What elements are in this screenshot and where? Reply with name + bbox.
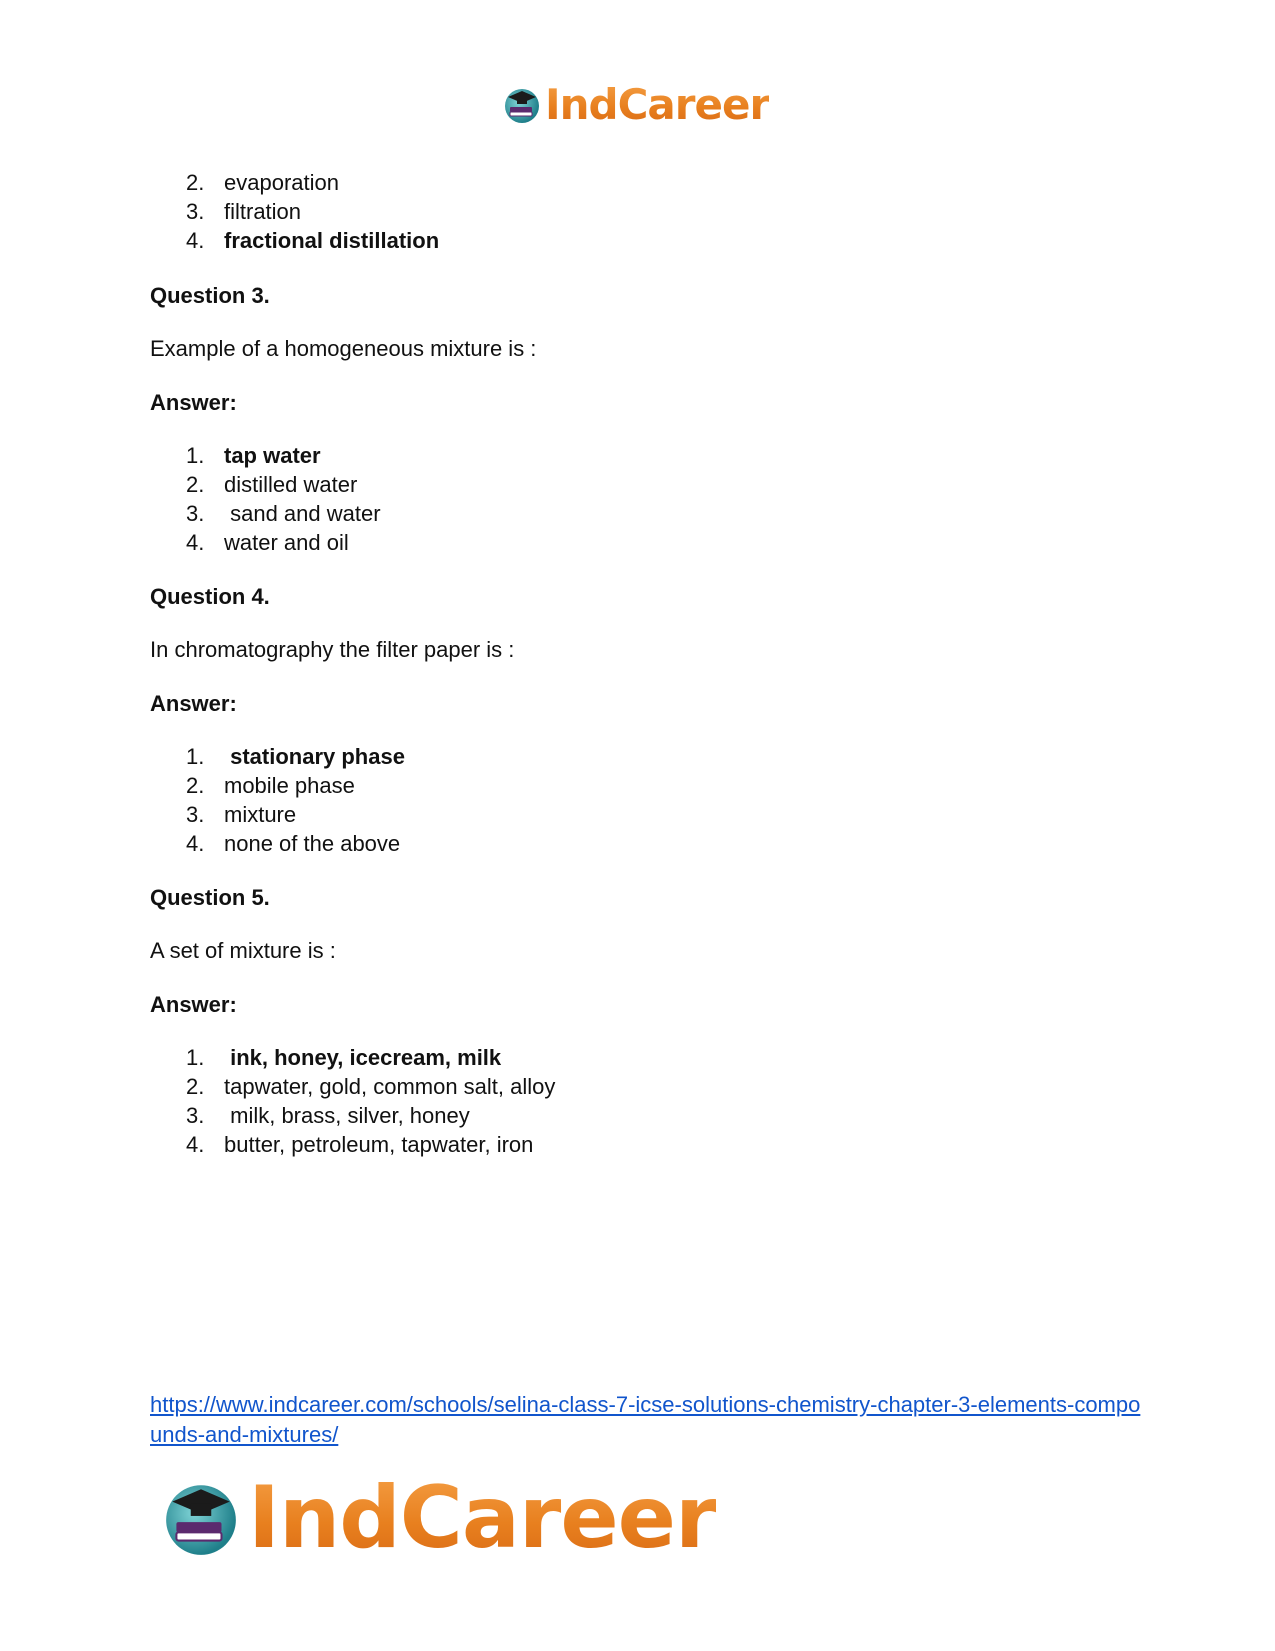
option-number: 3.	[186, 1103, 205, 1128]
question-heading: Question 5.	[150, 885, 270, 910]
answer-label: Answer:	[150, 390, 237, 415]
list-number: 2.	[186, 170, 205, 195]
list-text: evaporation	[224, 170, 339, 195]
option-number: 3.	[186, 802, 205, 827]
source-link[interactable]: https://www.indcareer.com/schools/selina-class-7-icse-solutions-chemistry-chapter-3-elements-compounds-and-mixtures/	[150, 1392, 1141, 1447]
option-text: water and oil	[224, 530, 349, 555]
option-text: stationary phase	[224, 744, 405, 769]
option-text: sand and water	[224, 501, 381, 526]
option-number: 1.	[186, 744, 205, 769]
option-number: 4.	[186, 831, 205, 856]
option-number: 1.	[186, 443, 205, 468]
list-text: filtration	[224, 199, 302, 224]
footer-logo	[160, 1468, 716, 1568]
question-heading: Question 4.	[150, 584, 270, 609]
option-number: 3.	[186, 501, 205, 526]
option-text: mobile phase	[224, 773, 355, 798]
question-prompt: Example of a homogeneous mixture is :	[150, 336, 537, 361]
option-number: 2.	[186, 472, 205, 497]
answer-label: Answer:	[150, 992, 237, 1017]
option-text: distilled water	[224, 472, 358, 497]
option-text: ink, honey, icecream, milk	[224, 1045, 502, 1070]
option-number: 2.	[186, 1074, 205, 1099]
option-number: 4.	[186, 530, 205, 555]
question-prompt: A set of mixture is :	[150, 938, 336, 963]
option-text: none of the above	[224, 831, 401, 856]
option-text: tap water	[224, 443, 321, 468]
graduation-globe-icon	[160, 1477, 242, 1559]
graduation-globe-icon	[502, 85, 542, 125]
list-number: 4.	[186, 228, 205, 253]
list-number: 3.	[186, 199, 205, 224]
option-number: 1.	[186, 1045, 205, 1070]
option-text: tapwater, gold, common salt, alloy	[224, 1074, 556, 1099]
option-text: milk, brass, silver, honey	[224, 1103, 470, 1128]
option-number: 4.	[186, 1132, 205, 1157]
answer-label: Answer:	[150, 691, 237, 716]
option-number: 2.	[186, 773, 205, 798]
question-heading: Question 3.	[150, 283, 270, 308]
question-prompt: In chromatography the filter paper is :	[150, 637, 515, 662]
option-text: butter, petroleum, tapwater, iron	[224, 1132, 534, 1157]
header-logo	[502, 80, 769, 129]
list-text: fractional distillation	[224, 228, 440, 253]
logo-wordmark: IndCareer	[545, 80, 770, 129]
option-text: mixture	[224, 802, 297, 827]
logo-wordmark: IndCareer	[248, 1468, 717, 1568]
